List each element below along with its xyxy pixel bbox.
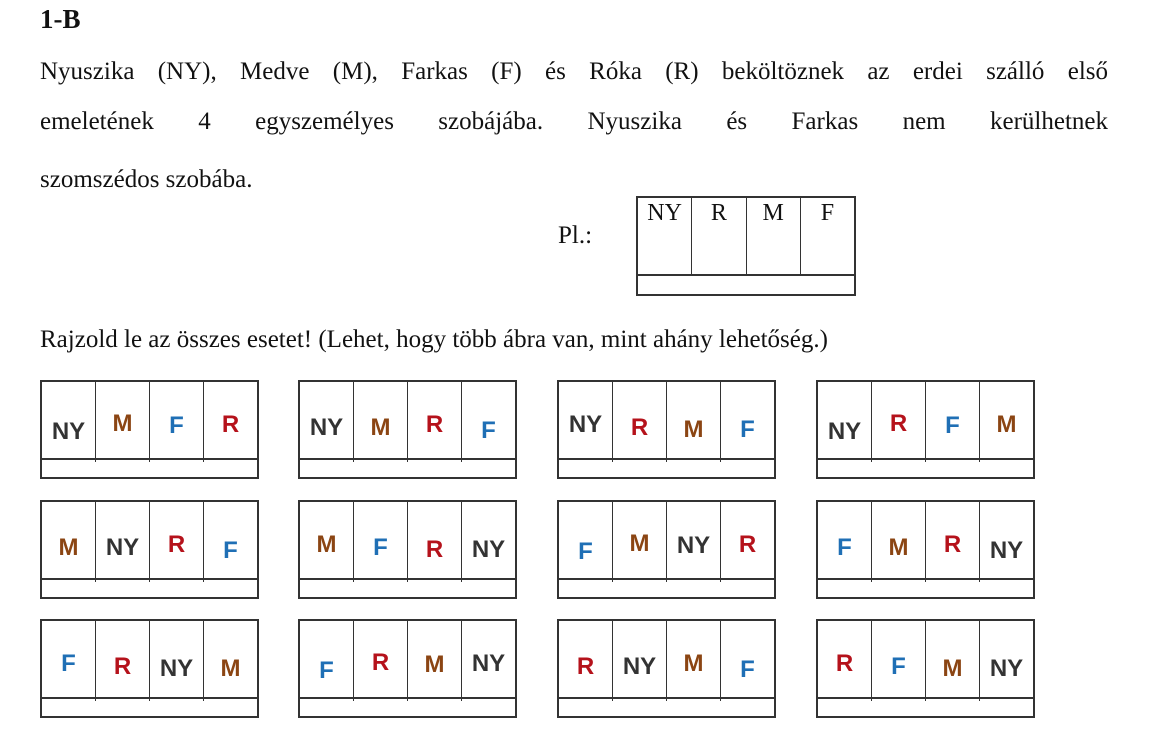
animal-label: F	[223, 537, 238, 564]
animal-label: NY	[622, 653, 657, 680]
animal-label: M	[683, 416, 704, 443]
solution-house	[40, 380, 259, 479]
animal-label: F	[169, 412, 184, 439]
example-room-4: F	[820, 200, 835, 226]
solution-room	[300, 621, 354, 701]
solution-room	[300, 502, 354, 582]
example-label: Pl.:	[558, 222, 593, 249]
solution-room	[96, 621, 150, 701]
animal-label: M	[370, 414, 391, 441]
animal-label: R	[167, 531, 186, 558]
solution-house	[816, 380, 1035, 479]
solution-room	[96, 502, 150, 582]
animal-label: M	[112, 410, 133, 437]
animal-label: F	[945, 412, 960, 439]
solution-room	[721, 502, 774, 582]
solution-room	[980, 502, 1033, 582]
solution-corridor	[559, 458, 774, 477]
animal-label: NY	[989, 655, 1024, 682]
solution-room	[926, 502, 980, 582]
solution-room	[872, 382, 926, 462]
animal-label: F	[740, 416, 755, 443]
solution-room	[42, 382, 96, 462]
animal-label: F	[481, 417, 496, 444]
solution-house	[557, 619, 776, 718]
solution-corridor	[559, 697, 774, 716]
solution-room	[150, 502, 204, 582]
solution-house	[298, 500, 517, 599]
exercise-heading: 1-B	[40, 4, 81, 34]
solution-corridor	[300, 458, 515, 477]
solution-room	[721, 621, 774, 701]
solution-room	[408, 621, 462, 701]
problem-line-3: szomszédos szobába.	[40, 166, 253, 193]
solution-corridor	[818, 578, 1033, 597]
animal-label: R	[576, 653, 595, 680]
animal-label: M	[942, 655, 963, 682]
solution-room	[613, 621, 667, 701]
solution-room	[462, 382, 515, 462]
solution-house	[40, 619, 259, 718]
solution-room	[667, 502, 721, 582]
solution-room	[204, 382, 257, 462]
solution-house	[557, 500, 776, 599]
solution-room	[300, 382, 354, 462]
solution-room	[667, 621, 721, 701]
animal-label: R	[425, 411, 444, 438]
solution-house	[816, 619, 1035, 718]
animal-label: M	[888, 534, 909, 561]
animal-label: F	[891, 653, 906, 680]
solution-room	[872, 621, 926, 701]
animal-label: M	[683, 650, 704, 677]
animal-label: R	[835, 650, 854, 677]
solution-room	[559, 621, 613, 701]
animal-label: R	[943, 531, 962, 558]
solution-room	[559, 502, 613, 582]
solution-corridor	[559, 578, 774, 597]
animal-label: NY	[105, 534, 140, 561]
solution-room	[667, 382, 721, 462]
animal-label: F	[61, 650, 76, 677]
solution-room	[818, 382, 872, 462]
animal-label: M	[220, 655, 241, 682]
solution-corridor	[818, 697, 1033, 716]
solution-room	[408, 382, 462, 462]
example-corridor	[638, 274, 854, 294]
animal-label: R	[630, 414, 649, 441]
animal-label: F	[373, 534, 388, 561]
animal-label: R	[738, 531, 757, 558]
animal-label: M	[316, 531, 337, 558]
problem-line-1: Nyuszika (NY), Medve (M), Farkas (F) és Róka (R) beköltöznek az erdei szálló első	[40, 58, 1108, 85]
solution-room	[354, 382, 408, 462]
solution-room	[204, 502, 257, 582]
solution-house	[557, 380, 776, 479]
animal-label: M	[424, 651, 445, 678]
animal-label: NY	[471, 650, 506, 677]
solution-room	[818, 621, 872, 701]
animal-label: R	[221, 411, 240, 438]
solution-room	[926, 621, 980, 701]
solution-room	[354, 621, 408, 701]
example-room-1: NY	[638, 198, 692, 275]
animal-label: NY	[309, 414, 344, 441]
animal-label: F	[578, 538, 593, 565]
solution-room	[42, 621, 96, 701]
animal-label: NY	[989, 537, 1024, 564]
solution-room	[150, 382, 204, 462]
animal-label: M	[58, 534, 79, 561]
animal-label: R	[371, 649, 390, 676]
instruction-text: Rajzold le az összes esetet! (Lehet, hogy több ábra van, mint ahány lehetőség.)	[40, 326, 828, 353]
solution-room	[980, 621, 1033, 701]
problem-line-2: emeletének 4 egyszemélyes szobájába. Nyuszika és Farkas nem kerülhetnek	[40, 108, 1108, 135]
solution-corridor	[818, 458, 1033, 477]
animal-label: M	[629, 530, 650, 557]
example-house	[636, 196, 856, 296]
solution-room	[462, 502, 515, 582]
solution-room	[926, 382, 980, 462]
solution-room	[204, 621, 257, 701]
animal-label: M	[996, 411, 1017, 438]
solution-house	[298, 619, 517, 718]
solution-room	[613, 382, 667, 462]
solution-room	[462, 621, 515, 701]
solution-room	[872, 502, 926, 582]
solution-corridor	[42, 458, 257, 477]
problem-text	[40, 58, 1108, 208]
animal-label: F	[837, 534, 852, 561]
animal-label: F	[740, 656, 755, 683]
solution-corridor	[42, 697, 257, 716]
solution-room	[354, 502, 408, 582]
animal-label: R	[425, 536, 444, 563]
solution-room	[721, 382, 774, 462]
solution-room	[980, 382, 1033, 462]
solution-room	[150, 621, 204, 701]
animal-label: R	[889, 410, 908, 437]
solution-room	[818, 502, 872, 582]
solution-room	[613, 502, 667, 582]
animal-label: NY	[471, 536, 506, 563]
solution-corridor	[300, 578, 515, 597]
solution-corridor	[42, 578, 257, 597]
animal-label: F	[319, 657, 334, 684]
solution-room	[96, 382, 150, 462]
animal-label: NY	[568, 411, 603, 438]
solution-room	[408, 502, 462, 582]
animal-label: NY	[676, 532, 711, 559]
example-room-3: M	[747, 198, 801, 275]
example-room-2: R	[692, 198, 746, 275]
solution-house	[40, 500, 259, 599]
solution-corridor	[300, 697, 515, 716]
solution-house	[298, 380, 517, 479]
animal-label: R	[113, 653, 132, 680]
animal-label: NY	[51, 418, 86, 445]
solution-house	[816, 500, 1035, 599]
solution-room	[559, 382, 613, 462]
animal-label: NY	[159, 655, 194, 682]
animal-label: NY	[827, 418, 862, 445]
solution-room	[42, 502, 96, 582]
